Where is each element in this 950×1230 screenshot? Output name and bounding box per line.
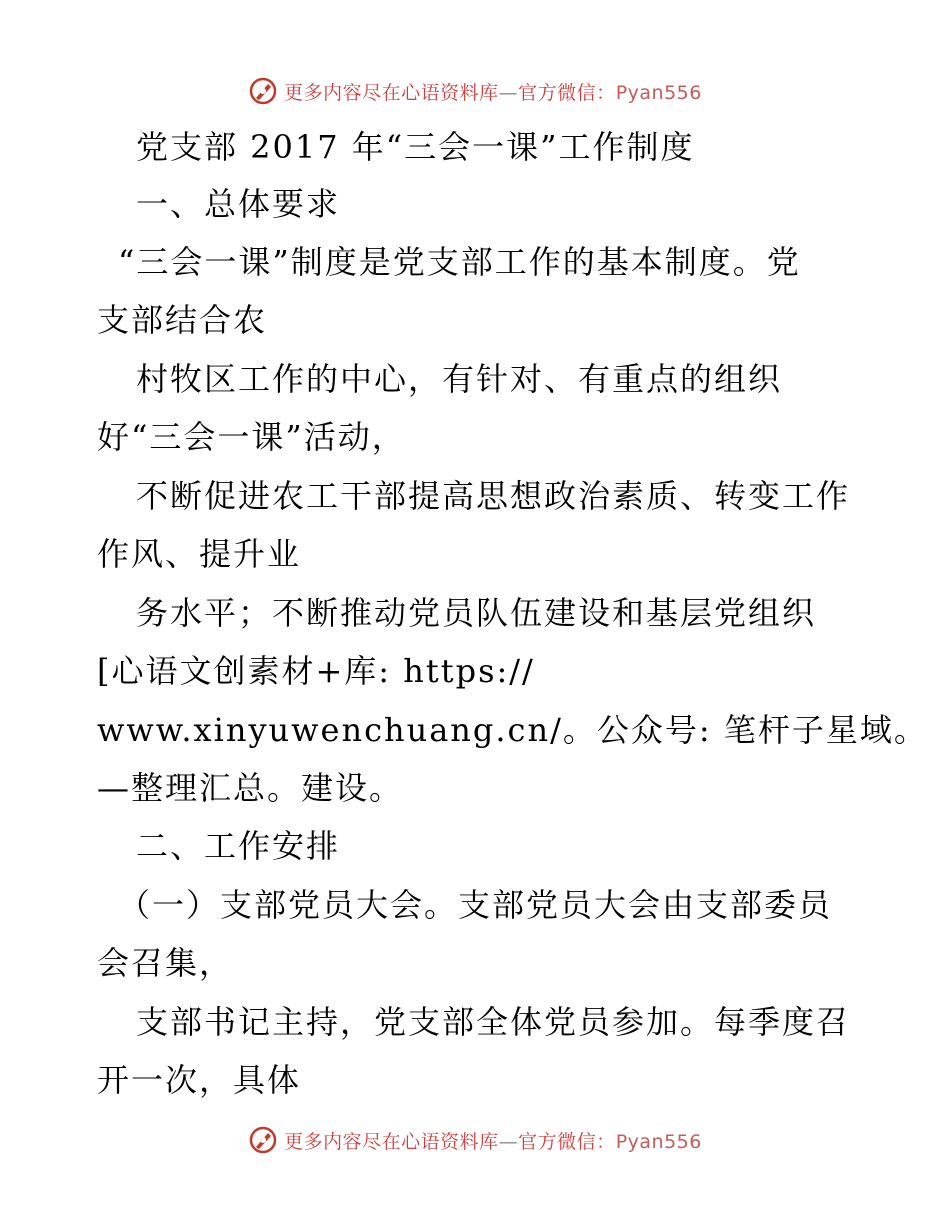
paragraph-line: 支部书记主持，党支部全体党员参加。每季度召: [136, 1003, 851, 1041]
paragraph-line: www.xinyuwenchuang.cn/。公众号: 笔杆子星域。: [97, 711, 928, 749]
watermark-text: 更多内容尽在心语资料库—官方微信：Pyan556: [284, 1130, 702, 1153]
paragraph-line: 村牧区工作的中心，有针对、有重点的组织: [136, 360, 783, 398]
paragraph-line: 支部结合农: [97, 301, 268, 339]
paragraph-line: 务水平；不断推动党员队伍建设和基层党组织: [136, 594, 817, 632]
document-title: 党支部 2017 年“三会一课”工作制度: [136, 128, 695, 166]
watermark-footer: [0, 1120, 950, 1160]
section-heading: 二、工作安排: [136, 827, 341, 865]
paragraph-line: 不断促进农工干部提高思想政治素质、转变工作: [136, 477, 851, 515]
watermark-text: 更多内容尽在心语资料库—官方微信：Pyan556: [284, 81, 702, 104]
paragraph-line: —整理汇总。建设。: [97, 769, 404, 807]
watermark-header: [0, 71, 950, 111]
section-heading: 一、总体要求: [136, 185, 341, 223]
paragraph-line: （一）支部党员大会。支部党员大会由支部委员: [118, 886, 833, 924]
paragraph-line: 会召集，: [97, 944, 234, 982]
paragraph-line: 好“三会一课”活动，: [97, 418, 406, 456]
paragraph-line: 开一次，具体: [97, 1061, 302, 1099]
paragraph-line: “三会一课”制度是党支部工作的基本制度。党: [118, 243, 801, 281]
pen-logo-icon: [248, 76, 278, 106]
pen-logo-icon: [248, 1125, 278, 1155]
paragraph-line: 作风、提升业: [97, 535, 302, 573]
paragraph-line: [心语文创素材+库: https://: [97, 652, 535, 690]
